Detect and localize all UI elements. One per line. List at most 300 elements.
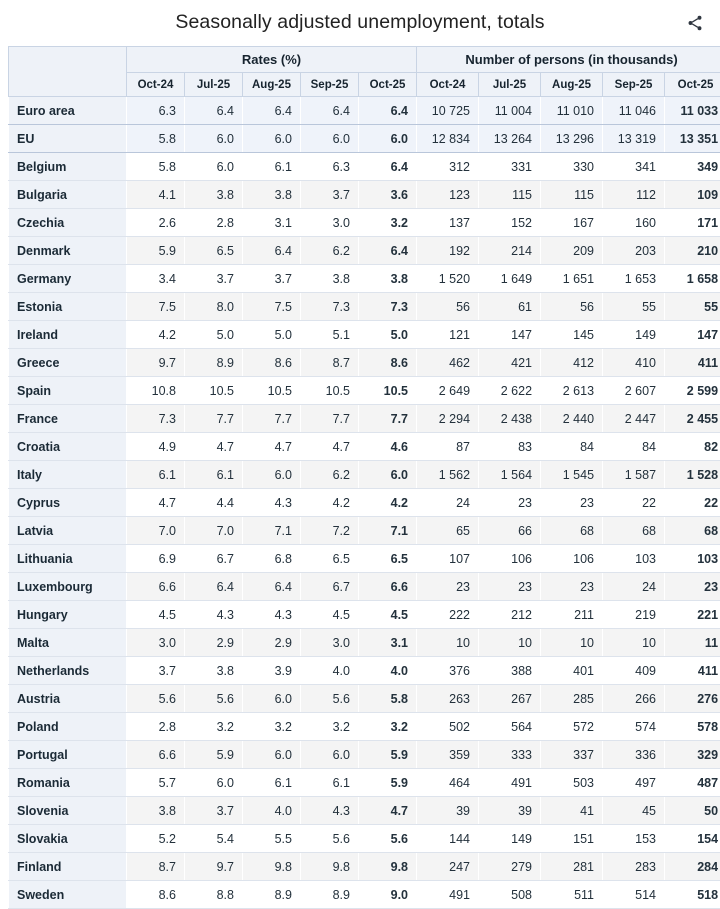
cell-persons-Sep-25: 149 bbox=[603, 321, 665, 349]
cell-persons-Oct-24: 56 bbox=[417, 293, 479, 321]
cell-rate-Sep-25: 3.0 bbox=[301, 629, 359, 657]
cell-persons-Oct-24: 192 bbox=[417, 237, 479, 265]
cell-rate-Aug-25: 7.5 bbox=[243, 293, 301, 321]
cell-persons-Sep-25: 497 bbox=[603, 769, 665, 797]
cell-persons-Oct-25: 2 455 bbox=[665, 405, 720, 433]
row-label-bulgaria: Bulgaria bbox=[9, 181, 127, 209]
cell-rate-Aug-25: 3.8 bbox=[243, 181, 301, 209]
cell-persons-Jul-25: 115 bbox=[479, 181, 541, 209]
cell-persons-Jul-25: 491 bbox=[479, 769, 541, 797]
row-label-portugal: Portugal bbox=[9, 741, 127, 769]
cell-persons-Jul-25: 152 bbox=[479, 209, 541, 237]
cell-rate-Aug-25: 4.3 bbox=[243, 489, 301, 517]
cell-rate-Sep-25: 6.0 bbox=[301, 741, 359, 769]
cell-persons-Sep-25: 103 bbox=[603, 545, 665, 573]
cell-rate-Oct-25: 7.3 bbox=[359, 293, 417, 321]
cell-rate-Jul-25: 6.1 bbox=[185, 461, 243, 489]
cell-persons-Sep-25: 283 bbox=[603, 853, 665, 881]
cell-persons-Jul-25: 279 bbox=[479, 853, 541, 881]
table-row bbox=[9, 741, 720, 769]
cell-persons-Oct-24: 24 bbox=[417, 489, 479, 517]
col-header-persons-aug25[interactable]: Aug-25 bbox=[541, 73, 603, 97]
cell-persons-Jul-25: 106 bbox=[479, 545, 541, 573]
cell-persons-Jul-25: 2 622 bbox=[479, 377, 541, 405]
cell-persons-Sep-25: 1 587 bbox=[603, 461, 665, 489]
table-row bbox=[9, 573, 720, 601]
col-header-persons-oct25[interactable]: Oct-25 bbox=[665, 73, 720, 97]
cell-rate-Aug-25: 6.1 bbox=[243, 769, 301, 797]
cell-rate-Sep-25: 4.5 bbox=[301, 601, 359, 629]
cell-rate-Oct-24: 8.7 bbox=[127, 853, 185, 881]
cell-rate-Aug-25: 5.5 bbox=[243, 825, 301, 853]
table-row bbox=[9, 713, 720, 741]
row-label-sweden: Sweden bbox=[9, 881, 127, 909]
row-label-cyprus: Cyprus bbox=[9, 489, 127, 517]
row-label-slovakia: Slovakia bbox=[9, 825, 127, 853]
cell-persons-Sep-25: 84 bbox=[603, 433, 665, 461]
row-label-latvia: Latvia bbox=[9, 517, 127, 545]
cell-persons-Oct-24: 222 bbox=[417, 601, 479, 629]
cell-persons-Oct-24: 1 520 bbox=[417, 265, 479, 293]
cell-rate-Sep-25: 5.6 bbox=[301, 685, 359, 713]
cell-rate-Oct-25: 5.9 bbox=[359, 741, 417, 769]
cell-persons-Oct-25: 109 bbox=[665, 181, 720, 209]
cell-persons-Jul-25: 61 bbox=[479, 293, 541, 321]
cell-rate-Jul-25: 3.7 bbox=[185, 265, 243, 293]
cell-rate-Aug-25: 6.4 bbox=[243, 237, 301, 265]
cell-rate-Oct-24: 6.6 bbox=[127, 573, 185, 601]
cell-rate-Oct-25: 3.8 bbox=[359, 265, 417, 293]
table-head bbox=[9, 47, 720, 97]
cell-persons-Oct-25: 1 658 bbox=[665, 265, 720, 293]
cell-persons-Sep-25: 24 bbox=[603, 573, 665, 601]
cell-rate-Jul-25: 8.0 bbox=[185, 293, 243, 321]
table-row bbox=[9, 769, 720, 797]
cell-rate-Jul-25: 5.9 bbox=[185, 741, 243, 769]
cell-persons-Jul-25: 11 004 bbox=[479, 97, 541, 125]
cell-rate-Oct-24: 6.3 bbox=[127, 97, 185, 125]
cell-persons-Sep-25: 160 bbox=[603, 209, 665, 237]
row-label-france: France bbox=[9, 405, 127, 433]
cell-persons-Aug-25: 23 bbox=[541, 489, 603, 517]
cell-persons-Aug-25: 115 bbox=[541, 181, 603, 209]
cell-rate-Jul-25: 3.8 bbox=[185, 181, 243, 209]
cell-rate-Jul-25: 2.8 bbox=[185, 209, 243, 237]
table-row bbox=[9, 685, 720, 713]
col-header-rates-oct25[interactable]: Oct-25 bbox=[359, 73, 417, 97]
cell-persons-Jul-25: 388 bbox=[479, 657, 541, 685]
cell-rate-Sep-25: 6.5 bbox=[301, 545, 359, 573]
cell-rate-Sep-25: 6.2 bbox=[301, 461, 359, 489]
cell-persons-Aug-25: 41 bbox=[541, 797, 603, 825]
cell-persons-Oct-25: 147 bbox=[665, 321, 720, 349]
cell-rate-Oct-25: 6.4 bbox=[359, 97, 417, 125]
cell-rate-Sep-25: 6.2 bbox=[301, 237, 359, 265]
cell-persons-Aug-25: 1 545 bbox=[541, 461, 603, 489]
cell-rate-Jul-25: 6.0 bbox=[185, 125, 243, 153]
title-bar bbox=[0, 0, 720, 46]
cell-rate-Aug-25: 7.7 bbox=[243, 405, 301, 433]
cell-persons-Oct-24: 39 bbox=[417, 797, 479, 825]
group-header-row bbox=[9, 47, 720, 73]
cell-persons-Oct-25: 22 bbox=[665, 489, 720, 517]
cell-rate-Oct-24: 4.7 bbox=[127, 489, 185, 517]
table-container bbox=[0, 46, 720, 909]
cell-persons-Sep-25: 10 bbox=[603, 629, 665, 657]
cell-rate-Oct-24: 6.9 bbox=[127, 545, 185, 573]
col-header-persons-jul25[interactable]: Jul-25 bbox=[479, 73, 541, 97]
cell-persons-Oct-24: 359 bbox=[417, 741, 479, 769]
table-row bbox=[9, 881, 720, 909]
cell-rate-Aug-25: 3.7 bbox=[243, 265, 301, 293]
table-row bbox=[9, 657, 720, 685]
cell-rate-Jul-25: 6.5 bbox=[185, 237, 243, 265]
cell-rate-Sep-25: 3.8 bbox=[301, 265, 359, 293]
cell-rate-Oct-25: 8.6 bbox=[359, 349, 417, 377]
cell-rate-Oct-25: 6.6 bbox=[359, 573, 417, 601]
cell-persons-Jul-25: 147 bbox=[479, 321, 541, 349]
cell-rate-Jul-25: 4.4 bbox=[185, 489, 243, 517]
cell-persons-Sep-25: 68 bbox=[603, 517, 665, 545]
cell-persons-Aug-25: 2 440 bbox=[541, 405, 603, 433]
row-label-denmark: Denmark bbox=[9, 237, 127, 265]
cell-persons-Oct-25: 50 bbox=[665, 797, 720, 825]
table-row bbox=[9, 461, 720, 489]
cell-rate-Oct-25: 6.5 bbox=[359, 545, 417, 573]
cell-persons-Jul-25: 331 bbox=[479, 153, 541, 181]
table-row bbox=[9, 97, 720, 125]
share-icon[interactable] bbox=[682, 10, 708, 36]
row-label-spain: Spain bbox=[9, 377, 127, 405]
cell-rate-Jul-25: 4.3 bbox=[185, 601, 243, 629]
cell-persons-Sep-25: 22 bbox=[603, 489, 665, 517]
cell-rate-Aug-25: 9.8 bbox=[243, 853, 301, 881]
cell-persons-Oct-24: 65 bbox=[417, 517, 479, 545]
cell-rate-Oct-25: 6.4 bbox=[359, 153, 417, 181]
cell-rate-Oct-25: 4.6 bbox=[359, 433, 417, 461]
cell-persons-Oct-24: 462 bbox=[417, 349, 479, 377]
cell-rate-Oct-24: 5.7 bbox=[127, 769, 185, 797]
cell-persons-Sep-25: 13 319 bbox=[603, 125, 665, 153]
table-row bbox=[9, 489, 720, 517]
cell-persons-Jul-25: 83 bbox=[479, 433, 541, 461]
cell-rate-Jul-25: 5.4 bbox=[185, 825, 243, 853]
cell-rate-Aug-25: 10.5 bbox=[243, 377, 301, 405]
cell-rate-Sep-25: 3.7 bbox=[301, 181, 359, 209]
cell-rate-Sep-25: 7.7 bbox=[301, 405, 359, 433]
cell-persons-Oct-24: 312 bbox=[417, 153, 479, 181]
cell-persons-Aug-25: 167 bbox=[541, 209, 603, 237]
cell-rate-Sep-25: 3.0 bbox=[301, 209, 359, 237]
cell-persons-Aug-25: 145 bbox=[541, 321, 603, 349]
cell-rate-Jul-25: 7.0 bbox=[185, 517, 243, 545]
cell-persons-Aug-25: 2 613 bbox=[541, 377, 603, 405]
row-label-germany: Germany bbox=[9, 265, 127, 293]
cell-rate-Sep-25: 4.7 bbox=[301, 433, 359, 461]
cell-rate-Aug-25: 6.0 bbox=[243, 125, 301, 153]
cell-rate-Oct-24: 5.8 bbox=[127, 153, 185, 181]
cell-persons-Sep-25: 219 bbox=[603, 601, 665, 629]
cell-persons-Sep-25: 55 bbox=[603, 293, 665, 321]
cell-persons-Aug-25: 503 bbox=[541, 769, 603, 797]
cell-persons-Oct-24: 87 bbox=[417, 433, 479, 461]
col-header-rates-oct24[interactable]: Oct-24 bbox=[127, 73, 185, 97]
cell-rate-Oct-25: 4.7 bbox=[359, 797, 417, 825]
cell-persons-Oct-25: 68 bbox=[665, 517, 720, 545]
row-label-estonia: Estonia bbox=[9, 293, 127, 321]
cell-persons-Aug-25: 401 bbox=[541, 657, 603, 685]
row-label-italy: Italy bbox=[9, 461, 127, 489]
cell-rate-Oct-25: 7.7 bbox=[359, 405, 417, 433]
cell-persons-Aug-25: 56 bbox=[541, 293, 603, 321]
unemployment-table bbox=[8, 46, 720, 909]
cell-persons-Aug-25: 285 bbox=[541, 685, 603, 713]
col-header-rates-jul25[interactable]: Jul-25 bbox=[185, 73, 243, 97]
cell-rate-Jul-25: 3.7 bbox=[185, 797, 243, 825]
cell-persons-Jul-25: 66 bbox=[479, 517, 541, 545]
cell-rate-Oct-24: 4.5 bbox=[127, 601, 185, 629]
col-header-rates-sep25[interactable]: Sep-25 bbox=[301, 73, 359, 97]
cell-persons-Aug-25: 13 296 bbox=[541, 125, 603, 153]
cell-rate-Aug-25: 3.2 bbox=[243, 713, 301, 741]
row-label-finland: Finland bbox=[9, 853, 127, 881]
group-header-rates: Rates (%) bbox=[127, 47, 417, 73]
table-row bbox=[9, 601, 720, 629]
cell-persons-Oct-25: 284 bbox=[665, 853, 720, 881]
cell-rate-Oct-24: 5.8 bbox=[127, 125, 185, 153]
cell-rate-Oct-25: 5.6 bbox=[359, 825, 417, 853]
group-header-persons: Number of persons (in thousands) bbox=[417, 47, 720, 73]
cell-rate-Jul-25: 4.7 bbox=[185, 433, 243, 461]
cell-persons-Jul-25: 212 bbox=[479, 601, 541, 629]
table-row bbox=[9, 825, 720, 853]
cell-rate-Oct-25: 4.2 bbox=[359, 489, 417, 517]
cell-persons-Aug-25: 211 bbox=[541, 601, 603, 629]
cell-rate-Sep-25: 6.0 bbox=[301, 125, 359, 153]
cell-rate-Jul-25: 3.2 bbox=[185, 713, 243, 741]
cell-rate-Jul-25: 10.5 bbox=[185, 377, 243, 405]
cell-persons-Aug-25: 106 bbox=[541, 545, 603, 573]
cell-persons-Sep-25: 574 bbox=[603, 713, 665, 741]
cell-rate-Oct-25: 3.1 bbox=[359, 629, 417, 657]
cell-rate-Oct-25: 4.5 bbox=[359, 601, 417, 629]
cell-persons-Sep-25: 410 bbox=[603, 349, 665, 377]
cell-persons-Aug-25: 330 bbox=[541, 153, 603, 181]
cell-persons-Oct-25: 2 599 bbox=[665, 377, 720, 405]
cell-rate-Aug-25: 3.1 bbox=[243, 209, 301, 237]
cell-persons-Aug-25: 23 bbox=[541, 573, 603, 601]
cell-rate-Jul-25: 6.0 bbox=[185, 153, 243, 181]
cell-persons-Sep-25: 266 bbox=[603, 685, 665, 713]
table-row bbox=[9, 265, 720, 293]
table-row bbox=[9, 125, 720, 153]
cell-rate-Oct-24: 10.8 bbox=[127, 377, 185, 405]
cell-persons-Jul-25: 267 bbox=[479, 685, 541, 713]
cell-persons-Jul-25: 2 438 bbox=[479, 405, 541, 433]
cell-rate-Sep-25: 8.7 bbox=[301, 349, 359, 377]
cell-rate-Oct-24: 2.8 bbox=[127, 713, 185, 741]
cell-persons-Oct-25: 487 bbox=[665, 769, 720, 797]
cell-persons-Oct-25: 518 bbox=[665, 881, 720, 909]
cell-rate-Oct-24: 2.6 bbox=[127, 209, 185, 237]
cell-rate-Oct-24: 5.6 bbox=[127, 685, 185, 713]
cell-rate-Jul-25: 8.9 bbox=[185, 349, 243, 377]
cell-rate-Oct-25: 3.2 bbox=[359, 209, 417, 237]
cell-persons-Jul-25: 1 564 bbox=[479, 461, 541, 489]
cell-rate-Oct-25: 5.8 bbox=[359, 685, 417, 713]
cell-persons-Aug-25: 10 bbox=[541, 629, 603, 657]
cell-rate-Oct-25: 3.6 bbox=[359, 181, 417, 209]
table-row bbox=[9, 181, 720, 209]
table-row bbox=[9, 321, 720, 349]
cell-rate-Aug-25: 4.0 bbox=[243, 797, 301, 825]
cell-rate-Jul-25: 6.4 bbox=[185, 573, 243, 601]
cell-persons-Jul-25: 1 649 bbox=[479, 265, 541, 293]
cell-persons-Oct-25: 55 bbox=[665, 293, 720, 321]
cell-persons-Jul-25: 39 bbox=[479, 797, 541, 825]
cell-persons-Oct-25: 171 bbox=[665, 209, 720, 237]
row-label-romania: Romania bbox=[9, 769, 127, 797]
cell-persons-Aug-25: 572 bbox=[541, 713, 603, 741]
row-label-belgium: Belgium bbox=[9, 153, 127, 181]
cell-persons-Oct-24: 2 649 bbox=[417, 377, 479, 405]
cell-persons-Aug-25: 209 bbox=[541, 237, 603, 265]
row-label-poland: Poland bbox=[9, 713, 127, 741]
cell-rate-Aug-25: 3.9 bbox=[243, 657, 301, 685]
cell-persons-Aug-25: 1 651 bbox=[541, 265, 603, 293]
cell-rate-Oct-24: 6.6 bbox=[127, 741, 185, 769]
cell-persons-Aug-25: 151 bbox=[541, 825, 603, 853]
cell-persons-Sep-25: 2 447 bbox=[603, 405, 665, 433]
cell-rate-Sep-25: 5.6 bbox=[301, 825, 359, 853]
cell-rate-Oct-25: 6.4 bbox=[359, 237, 417, 265]
cell-rate-Sep-25: 4.0 bbox=[301, 657, 359, 685]
cell-rate-Oct-25: 5.0 bbox=[359, 321, 417, 349]
cell-rate-Oct-24: 7.0 bbox=[127, 517, 185, 545]
cell-rate-Aug-25: 6.0 bbox=[243, 741, 301, 769]
cell-rate-Sep-25: 6.1 bbox=[301, 769, 359, 797]
cell-persons-Oct-24: 464 bbox=[417, 769, 479, 797]
cell-rate-Aug-25: 8.9 bbox=[243, 881, 301, 909]
row-label-euro-area: Euro area bbox=[9, 97, 127, 125]
cell-rate-Jul-25: 2.9 bbox=[185, 629, 243, 657]
cell-persons-Oct-25: 411 bbox=[665, 349, 720, 377]
cell-persons-Sep-25: 341 bbox=[603, 153, 665, 181]
cell-rate-Sep-25: 10.5 bbox=[301, 377, 359, 405]
table-row bbox=[9, 629, 720, 657]
cell-persons-Sep-25: 112 bbox=[603, 181, 665, 209]
table-row bbox=[9, 433, 720, 461]
cell-persons-Oct-24: 491 bbox=[417, 881, 479, 909]
cell-persons-Jul-25: 149 bbox=[479, 825, 541, 853]
cell-persons-Jul-25: 214 bbox=[479, 237, 541, 265]
cell-rate-Sep-25: 6.7 bbox=[301, 573, 359, 601]
cell-rate-Sep-25: 8.9 bbox=[301, 881, 359, 909]
cell-persons-Aug-25: 511 bbox=[541, 881, 603, 909]
cell-rate-Aug-25: 6.0 bbox=[243, 461, 301, 489]
cell-persons-Sep-25: 1 653 bbox=[603, 265, 665, 293]
cell-rate-Jul-25: 5.6 bbox=[185, 685, 243, 713]
cell-persons-Oct-25: 11 033 bbox=[665, 97, 720, 125]
cell-persons-Oct-24: 376 bbox=[417, 657, 479, 685]
cell-rate-Oct-25: 9.0 bbox=[359, 881, 417, 909]
page-title: Seasonally adjusted unemployment, totals bbox=[175, 12, 544, 33]
cell-persons-Oct-25: 578 bbox=[665, 713, 720, 741]
cell-persons-Oct-24: 121 bbox=[417, 321, 479, 349]
cell-persons-Sep-25: 336 bbox=[603, 741, 665, 769]
cell-persons-Aug-25: 68 bbox=[541, 517, 603, 545]
cell-persons-Sep-25: 45 bbox=[603, 797, 665, 825]
col-header-rates-aug25[interactable]: Aug-25 bbox=[243, 73, 301, 97]
cell-rate-Oct-25: 6.0 bbox=[359, 461, 417, 489]
table-row bbox=[9, 293, 720, 321]
cell-rate-Sep-25: 7.2 bbox=[301, 517, 359, 545]
cell-persons-Oct-24: 137 bbox=[417, 209, 479, 237]
cell-persons-Oct-24: 263 bbox=[417, 685, 479, 713]
row-label-ireland: Ireland bbox=[9, 321, 127, 349]
cell-rate-Oct-24: 5.9 bbox=[127, 237, 185, 265]
cell-persons-Oct-25: 103 bbox=[665, 545, 720, 573]
cell-persons-Sep-25: 203 bbox=[603, 237, 665, 265]
cell-persons-Oct-25: 13 351 bbox=[665, 125, 720, 153]
cell-persons-Oct-24: 2 294 bbox=[417, 405, 479, 433]
cell-rate-Oct-24: 7.3 bbox=[127, 405, 185, 433]
cell-persons-Oct-24: 10 725 bbox=[417, 97, 479, 125]
table-row bbox=[9, 853, 720, 881]
cell-rate-Jul-25: 8.8 bbox=[185, 881, 243, 909]
cell-persons-Oct-24: 1 562 bbox=[417, 461, 479, 489]
corner-blank-cell bbox=[9, 47, 127, 97]
cell-rate-Jul-25: 6.7 bbox=[185, 545, 243, 573]
cell-rate-Oct-25: 7.1 bbox=[359, 517, 417, 545]
cell-persons-Oct-24: 12 834 bbox=[417, 125, 479, 153]
cell-persons-Oct-25: 329 bbox=[665, 741, 720, 769]
cell-persons-Oct-24: 502 bbox=[417, 713, 479, 741]
cell-rate-Aug-25: 6.0 bbox=[243, 685, 301, 713]
cell-persons-Oct-25: 221 bbox=[665, 601, 720, 629]
cell-rate-Oct-24: 6.1 bbox=[127, 461, 185, 489]
row-label-czechia: Czechia bbox=[9, 209, 127, 237]
cell-persons-Jul-25: 333 bbox=[479, 741, 541, 769]
col-header-persons-oct24[interactable]: Oct-24 bbox=[417, 73, 479, 97]
cell-persons-Jul-25: 508 bbox=[479, 881, 541, 909]
cell-persons-Jul-25: 421 bbox=[479, 349, 541, 377]
cell-persons-Jul-25: 13 264 bbox=[479, 125, 541, 153]
table-row bbox=[9, 545, 720, 573]
row-label-slovenia: Slovenia bbox=[9, 797, 127, 825]
table-row bbox=[9, 153, 720, 181]
cell-persons-Oct-25: 276 bbox=[665, 685, 720, 713]
row-label-malta: Malta bbox=[9, 629, 127, 657]
row-label-netherlands: Netherlands bbox=[9, 657, 127, 685]
row-label-hungary: Hungary bbox=[9, 601, 127, 629]
cell-rate-Oct-25: 3.2 bbox=[359, 713, 417, 741]
cell-rate-Sep-25: 9.8 bbox=[301, 853, 359, 881]
cell-rate-Jul-25: 6.0 bbox=[185, 769, 243, 797]
cell-rate-Sep-25: 6.4 bbox=[301, 97, 359, 125]
cell-rate-Oct-25: 5.9 bbox=[359, 769, 417, 797]
table-row bbox=[9, 797, 720, 825]
cell-rate-Aug-25: 4.3 bbox=[243, 601, 301, 629]
cell-persons-Oct-25: 82 bbox=[665, 433, 720, 461]
table-body bbox=[9, 97, 720, 909]
cell-rate-Oct-24: 5.2 bbox=[127, 825, 185, 853]
cell-rate-Oct-24: 4.9 bbox=[127, 433, 185, 461]
cell-rate-Oct-24: 4.1 bbox=[127, 181, 185, 209]
cell-rate-Sep-25: 5.1 bbox=[301, 321, 359, 349]
cell-rate-Oct-25: 9.8 bbox=[359, 853, 417, 881]
col-header-persons-sep25[interactable]: Sep-25 bbox=[603, 73, 665, 97]
